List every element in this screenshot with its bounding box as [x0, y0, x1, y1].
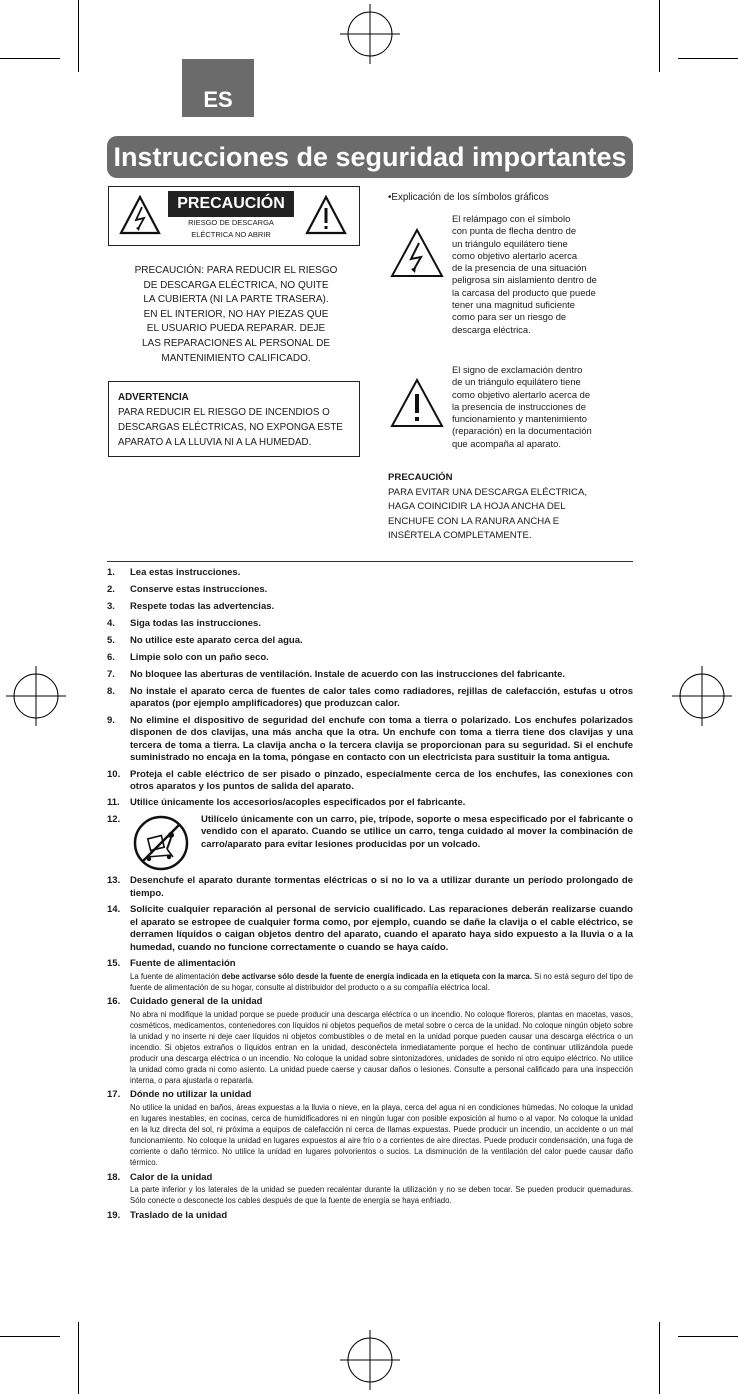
caution-line: DE DESCARGA ELÉCTRICA, NO QUITE [143, 279, 329, 291]
list-item [107, 652, 633, 665]
registration-mark-bottom [340, 1330, 400, 1390]
item-detail: La parte inferior y los laterales de la unidad se pueden recalentar durante la utilización y no se deben tocar. Se pueden producir quemaduras. Sólo conecte o desconecte los cables después de que la fuente de energía se haya enfriado. [130, 1185, 633, 1206]
safety-instructions-list [107, 567, 633, 1222]
plug-caution [388, 471, 628, 544]
crop-mark [678, 1336, 738, 1337]
registration-mark-top [340, 4, 400, 64]
item-heading: Cuidado general de la unidad [130, 996, 263, 1008]
item-number: 2. [107, 583, 115, 595]
lightning-triangle-icon [390, 228, 444, 278]
symbols-title: •Explicación de los símbolos gráficos [388, 192, 549, 203]
lightning-symbol-description [452, 213, 630, 336]
caution-label-title: PRECAUCIÓN [168, 191, 294, 217]
warning-line: DESCARGAS ELÉCTRICAS, NO EXPONGA ESTE [118, 422, 343, 433]
warning-line: APARATO A LA LLUVIA NI A LA HUMEDAD. [118, 437, 312, 448]
crop-mark [659, 1322, 660, 1394]
caution-line: EL USUARIO PUEDA REPARAR. DEJE [146, 323, 326, 335]
exclamation-triangle-icon [390, 378, 444, 428]
desc-line: (reparación) en la documentación [452, 425, 592, 437]
caution-line: EN EL INTERIOR, NO HAY PIEZAS QUE [143, 308, 329, 320]
desc-line: descarga eléctrica. [452, 323, 531, 335]
list-item [107, 1210, 633, 1223]
item-number: 9. [107, 714, 115, 726]
item-number: 3. [107, 600, 115, 612]
registration-mark-right [672, 666, 732, 726]
desc-line: de un triángulo equilátero tiene [452, 376, 581, 388]
item-heading: Calor de la unidad [130, 1171, 213, 1183]
item-text: No elimine el dispositivo de seguridad del enchufe con toma a tierra o polarizado. Los enchufes polarizados disponen de dos clavijas, una más ancha que la otra. Un enchufe con toma a tierra tiene dos clavijas y una tercera de toma a tierra. La clavija ancha o la tercera clavija se proporcionan para su seguridad. Si el enchufe suministrado no encaja en la toma, póngase en contacto con un electricista para sustituir la toma antigua. [130, 714, 633, 764]
desc-line: El signo de exclamación dentro [452, 364, 583, 375]
item-text: No bloquee las aberturas de ventilación. Instale de acuerdo con las instrucciones del fabricante. [130, 668, 566, 680]
desc-line: como para ser un riesgo de [452, 311, 567, 323]
list-item [107, 996, 633, 1086]
lightning-warning-icon [119, 195, 161, 235]
list-item [107, 1089, 633, 1168]
item-number: 7. [107, 668, 115, 680]
item-number: 15. [107, 957, 121, 969]
language-tab: ES [182, 59, 254, 117]
desc-line: de la presencia de una situación [452, 262, 587, 274]
caution-line: PRECAUCIÓN: PARA REDUCIR EL RIESGO [134, 265, 338, 276]
item-text: Limpie solo con un paño seco. [130, 651, 269, 663]
item-heading: Fuente de alimentación [130, 957, 236, 969]
item-number: 6. [107, 651, 115, 663]
warning-line: PARA REDUCIR EL RIESGO DE INCENDIOS O [118, 407, 330, 418]
caution-label-subtitle [168, 217, 294, 241]
desc-line: la carcasa del producto que puede [452, 286, 596, 298]
item-number: 16. [107, 996, 121, 1008]
warning-heading: ADVERTENCIA [118, 392, 189, 403]
list-item [107, 904, 633, 954]
list-item [107, 1172, 633, 1207]
crop-mark [78, 1322, 79, 1394]
list-item [107, 567, 633, 580]
detail-emphasis: debe activarse sólo desde la fuente de energía indicada en la etiqueta con la marca. [221, 971, 532, 981]
list-item [107, 686, 633, 711]
item-number: 13. [107, 875, 121, 887]
desc-line: como objetivo alertarlo acerca de [452, 388, 591, 400]
item-number: 19. [107, 1209, 121, 1221]
list-item [107, 814, 633, 872]
exclamation-warning-icon [305, 195, 347, 235]
crop-mark [0, 58, 60, 59]
plug-caution-line: HAGA COINCIDIR LA HOJA ANCHA DEL [388, 501, 566, 512]
caution-line: LA CUBIERTA (NI LA PARTE TRASERA). [143, 294, 329, 306]
item-number: 1. [107, 567, 115, 578]
desc-line: con punta de flecha dentro de [452, 225, 577, 237]
item-heading: Dónde no utilizar la unidad [130, 1089, 252, 1101]
list-item [107, 797, 633, 810]
desc-line: como objetivo alertarlo acerca [452, 249, 578, 261]
item-number: 17. [107, 1089, 121, 1101]
crop-mark [659, 0, 660, 72]
desc-line: El relámpago con el símbolo [452, 213, 571, 224]
desc-line: peligrosa sin aislamiento dentro de [452, 274, 597, 286]
item-text: No utilice este aparato cerca del agua. [130, 634, 303, 646]
item-text: Conserve estas instrucciones. [130, 583, 268, 595]
item-number: 14. [107, 903, 121, 915]
list-item [107, 769, 633, 794]
list-item [107, 715, 633, 765]
caution-line: LAS REPARACIONES AL PERSONAL DE [141, 337, 331, 349]
item-number: 10. [107, 768, 121, 780]
crop-mark [78, 0, 79, 72]
caution-label-box [108, 186, 360, 246]
list-item [107, 669, 633, 682]
warning-box [108, 381, 360, 457]
item-text: Lea estas instrucciones. [130, 567, 241, 578]
list-item [107, 875, 633, 900]
list-item [107, 958, 633, 993]
crop-mark [678, 58, 738, 59]
crop-mark [0, 1336, 60, 1337]
item-text: Proteja el cable eléctrico de ser pisado o pinzado, especialmente cerca de los enchufes, las conexiones con otros aparatos y los puntos de salida del aparato. [130, 768, 633, 793]
item-text: Solicite cualquier reparación al personal de servicio cualificado. Las reparaciones deberán realizarse cuando el aparato se estropee de cualquier forma como, por ejemplo, cuando se dañe la clavija o el cable eléctrico, se derramen líquidos o caigan objetos dentro del aparato, cuando el aparato haya sido expuesto a la lluvia o a la humedad, cuando no funcione correctamente o cuando se haya caído. [130, 903, 633, 953]
item-number: 18. [107, 1171, 121, 1183]
item-detail [130, 971, 633, 993]
item-text: Utilice únicamente los accesorios/acoples especificados por el fabricante. [130, 797, 466, 809]
plug-caution-line: INSÉRTELA COMPLETAMENTE. [388, 530, 532, 541]
list-item [107, 601, 633, 614]
item-number: 8. [107, 685, 115, 697]
desc-line: un triángulo equilátero tiene [452, 237, 568, 249]
desc-line: la presencia de instrucciones de [452, 400, 586, 412]
registration-mark-left [6, 666, 66, 726]
list-item [107, 584, 633, 597]
item-text: Utilícelo únicamente con un carro, pie, trípode, soporte o mesa especificado por el fabricante o vendido con el aparato. Cuando se utilice un carro, tenga cuidado al mover la combinación de carro/aparato para evitar lesiones producidas por un volcado. [201, 813, 633, 850]
section-divider [107, 561, 633, 562]
plug-caution-line: PARA EVITAR UNA DESCARGA ELÉCTRICA, [388, 486, 588, 498]
detail-text: La fuente de alimentación [130, 971, 222, 981]
item-detail: No abra ni modifique la unidad porque se puede producir una descarga eléctrica o un incendio. No coloque floreros, plantas en macetas, vasos, cosméticos, medicamentos, contenedores con líquidos ni objetos pequeños de metal sobre o cerca de la unidad. No coloque ningún objeto sobre la unidad y no inserte ni deje caer líquidos ni objetos combustibles o de metal en la unidad porque pueden causar una descarga eléctrica o un incendio. Si objetos extraños o líquidos entran en la unidad, desconéctela inmediatamente porque el hecho de continuar utilizándola puede producir una descarga eléctrica o un incendio. No coloque la unidad sobre sintonizadores, unidades de sonido ni otro equipo eléctrico. No utilice la unidad como grada ni como asiento. La unidad puede caerse y causar daños o lesiones. Consulte a personal calificado para una inspección interna, o para ajustarla o repararla. [130, 1009, 633, 1085]
detail-text: Si no está seguro del tipo de fuente de alimentación de su hogar, consulte al distribuidor del producto o a su compañía eléctrica local. [130, 971, 634, 992]
cart-tipover-warning-icon [133, 815, 189, 871]
plug-caution-heading: PRECAUCIÓN [388, 472, 453, 483]
item-text: Desenchufe el aparato durante tormentas eléctricas o si no lo va a utilizar durante un período prolongado de tiempo. [130, 875, 633, 899]
item-text: No instale el aparato cerca de fuentes de calor tales como radiadores, rejillas de calefacción, estufas u otros aparatos (por ejemplo amplificadores) que produzcan calor. [130, 685, 633, 710]
caution-line: MANTENIMIENTO CALIFICADO. [161, 352, 311, 364]
item-number: 5. [107, 634, 115, 646]
plug-caution-line: ENCHUFE CON LA RANURA ANCHA E [388, 515, 560, 527]
caution-sub-line: ELÉCTRICA NO ABRIR [191, 230, 271, 239]
item-text: Siga todas las instrucciones. [130, 617, 261, 629]
page-title: Instrucciones de seguridad importantes [107, 136, 633, 178]
list-item [107, 635, 633, 648]
exclamation-symbol-description [452, 364, 630, 450]
desc-line: funcionamiento y mantenimiento [452, 413, 587, 425]
item-number: 11. [107, 797, 120, 809]
list-item [107, 618, 633, 631]
desc-line: que acompaña al aparato. [452, 437, 561, 449]
caution-statement [120, 264, 352, 366]
item-detail: No utilice la unidad en baños, áreas expuestas a la lluvia o nieve, en la playa, cerca del agua ni en condiciones húmedas. No coloque la unidad en lugares inestables, en cocinas, cerca de humidificadores ni en ningún lugar con posible exposición al humo o al vapor. No coloque la unidad en la luz directa del sol, ni próxima a equipos de calefacción ni cerca de llamas expuestas. Puede producir un incendio, un accidente o un mal funcionamiento. No coloque la unidad en lugares expuestos al aire frío o a corrientes de aire directas. Puede producir condensación, una fuga de corriente o daño térmico. No utilice la unidad en lugares polvorientos o sucios. La disminución de la ventilación del calor puede causar daño térmico. [130, 1102, 633, 1167]
item-number: 12. [107, 813, 121, 825]
item-number: 4. [107, 617, 115, 629]
item-text: Respete todas las advertencias. [130, 600, 275, 612]
item-heading: Traslado de la unidad [130, 1209, 228, 1221]
caution-sub-line: RIESGO DE DESCARGA [188, 218, 274, 227]
desc-line: tener una magnitud suficiente [452, 299, 575, 311]
